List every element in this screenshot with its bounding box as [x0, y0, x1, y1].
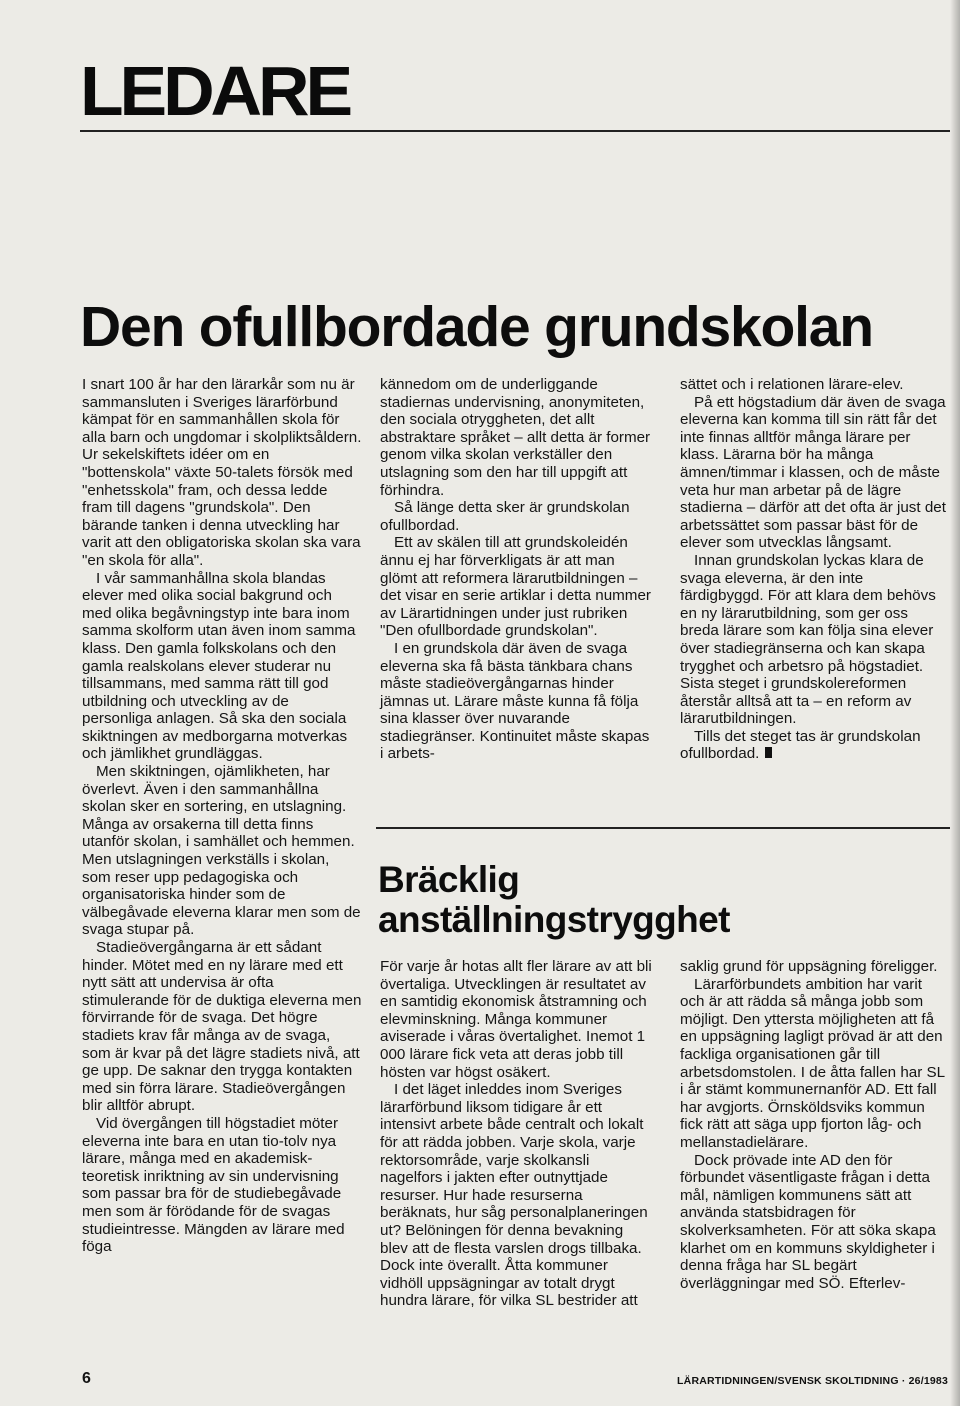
paragraph: Lärarförbundets ambition har varit och är att rädda så många jobb som möjligt. Den yttersta möjligheten att få en uppsägning lagligt prövad är att den fackliga organisationen går till arbetsdomstolen. I de åtta fallen har SL i år stämt kommunernanför AD. Ett fall har avgjorts. Örnsköldsviks kommun fick rätt att säga upp fjorton låg- och mellanstadielärare. [680, 975, 945, 1151]
main-headline: Den ofullbordade grundskolan [80, 295, 873, 359]
paragraph: I vår sammanhållna skola blandas elever med olika social bakgrund och med olika begåvningstyp inte bara inom samma skolform utan även inom samma klass. Den gamla folkskolans och den gamla realskolans elever studerar nu tillsammans, med samma rätt till god utbildning och utveckling av de personliga anlagen. Så ska den sociala skiktningen av medborgarna motverkas och jämlikhet grundläggas. [82, 569, 356, 763]
headline-line-1: Bräcklig [378, 859, 520, 900]
page-number: 6 [82, 1370, 91, 1387]
second-article-headline [378, 860, 948, 940]
main-article-column-1 [82, 376, 362, 1256]
paragraph: Dock prövade inte AD den för förbundet väsentligaste frågan i detta mål, nämligen kommunens sätt att använda statsbidragen för skolverksamheten. För att söka skapa klarhet om en kommuns skyldigheter i denna fråga har SL begärt överläggningar med SÖ. Efterlev- [680, 1151, 936, 1292]
paragraph: I en grundskola där även de svaga eleverna ska få bästa tänkbara chans måste stadieövergångarnas hinder jämnas ut. Lärare måste kunna få följa sina klasser över nuvarande stadiegränser. Kontinuitet måste skapas i arbets- [380, 639, 650, 763]
paragraph: Innan grundskolan lyckas klara de svaga eleverna, är den inte färdigbyggd. För att klara dem behövs en ny lärarutbildning, som ger oss breda lärare som kan följa sina elever över stadiegränserna och kan skapa trygghet och arbetsro på högstadiet. Sista steget i grundskolereformen återstår alltså att ta – en reform av lärarutbildningen. [680, 551, 936, 728]
second-article-column-1 [380, 958, 655, 1310]
final-paragraph [680, 728, 950, 763]
headline-line-2: anställningstrygghet [378, 899, 730, 940]
paragraph: På ett högstadium där även de svaga eleverna kan komma till sin rätt får det inte finnas alltför många lärare per klass. Lärarna bör ha många ämnen/timmar i klassen, och de måste veta hur man arbetar på de lägre stadierna – därför att det ofta är just det arbetssättet som passar bäst för de elever som utvecklas långsamt. [680, 393, 946, 552]
paragraph: saklig grund för uppsägning föreligger. [680, 958, 938, 975]
page-edge-shadow [950, 0, 960, 1406]
paragraph-text: Tills det steget tas är grundskolan ofullbordad. [680, 727, 921, 763]
paragraph: kännedom om de underliggande stadiernas undervisning, anonymiteten, den sociala otryggheten, det allt abstraktare språket – allt detta är former genom vilka skolan verkställer den utslagning som den har till uppgift att förhindra. [380, 376, 651, 499]
paragraph: sättet och i relationen lärare-elev. [680, 376, 904, 393]
end-of-article-mark [765, 747, 772, 758]
paragraph: Ett av skälen till att grundskoleidén ännu ej har förverkligats är att man glömt att reformera lärarutbildningen – det visar en serie artiklar i detta nummer av Lärartidningen under just rubriken "Den ofullbordade grundskolan". [380, 534, 651, 640]
section-rule [80, 130, 950, 132]
main-article-column-3 [680, 376, 950, 763]
paragraph: Vid övergången till högstadiet möter eleverna inte bara en utan tio-tolv nya lärare, många med en akademisk-teoretisk inriktning av sin undervisning som passar bra för de studiebegåvade men som är förödande för de svagas studieintresse. Mängden av lärare med föga [82, 1114, 345, 1256]
paragraph: I snart 100 år har den lärarkår som nu är sammansluten i Sveriges lärarförbund kämpat för en sammanhållen skola för alla barn och ungdomar i skolpliktsåldern. Ur sekelskiftets idéer om en "bottenskola" växte 50-talets försök med "enhetsskola" fram, och dessa ledde fram till dagens "grundskola". Den bärande tanken i denna utveckling har varit att den obligatoriska skolan ska vara "en skola för alla". [82, 376, 362, 569]
paragraph: För varje år hotas allt fler lärare av att bli övertaliga. Utvecklingen är resultatet av en samtidig ekonomisk åtstramning och elevminskning. Många kommuner aviserade i våras övertalighet. Inemot 1 000 lärare fick veta att deras jobb till hösten var högst osäkert. [380, 958, 652, 1081]
publication-footer: LÄRARTIDNINGEN/SVENSK SKOLTIDNING · 26/1983 [677, 1375, 948, 1387]
main-article-column-2 [380, 376, 655, 763]
second-article-rule [376, 827, 950, 829]
paragraph: Så länge detta sker är grundskolan ofullbordad. [380, 499, 630, 534]
paragraph: Stadieövergångarna är ett sådant hinder. Mötet med en ny lärare med ett nytt sätt att undervisa är ofta stimulerande för de duktiga eleverna men förvirrande för de svaga. Det högre stadiets krav får många av de svaga, som är kvar på det lägre stadiets nivå, att ge upp. De saknar den trygga kontakten med sin förra lärare. Stadieövergången blir alltför abrupt. [82, 939, 362, 1115]
paragraph: Men skiktningen, ojämlikheten, har överlevt. Även i den sammanhållna skolan sker en sortering, en utslagning. Många av orsakerna till detta finns utanför skolan, i samhället och hemmen. Men utslagningen verkställs i skolan, som reser upp pedagogiska och organisatoriska hinder som de välbegåvade eleverna klarar men som de svaga stupar på. [82, 763, 361, 939]
paragraph: I det läget inleddes inom Sveriges lärarförbund liksom tidigare år ett intensivt arbete både centralt och lokalt för att rädda jobben. Varje skola, varje rektorsområde, varje skolkansli nagelfors i jakten efter outnyttjade resurser. Hur hade resurserna beräknats, hur såg personalplaneringen ut? Belöningen för denna bevakning blev att de flesta varslen drogs tillbaka. Dock inte överallt. Åtta kommuner vidhöll uppsägningar av totalt drygt hundra lärare, för vilka SL bestrider att [380, 1081, 648, 1310]
second-article-column-2 [680, 958, 950, 1292]
section-label: LEDARE [80, 52, 350, 130]
